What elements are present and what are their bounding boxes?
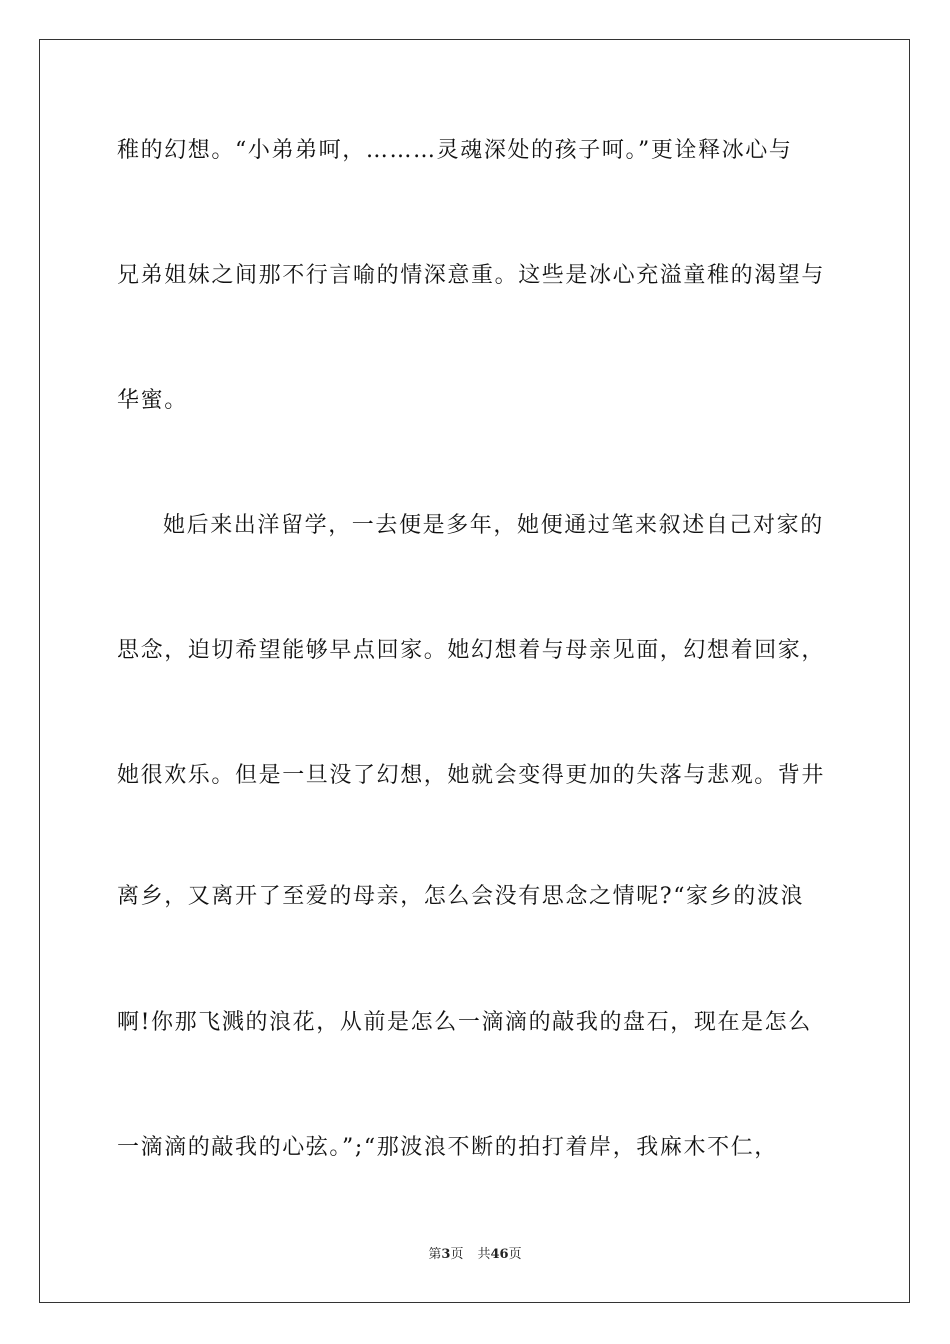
footer-total-suffix: 页 — [508, 1247, 522, 1262]
footer-total-prefix: 共 — [477, 1247, 491, 1262]
body-line-4: 她后来出洋留学，一去便是多年，她便通过笔来叙述自己对家的 — [163, 513, 824, 538]
page-footer — [0, 1246, 950, 1264]
footer-page-prefix: 第 — [428, 1247, 442, 1262]
footer-page-number: 3 — [441, 1247, 451, 1262]
footer-total-pages: 46 — [490, 1247, 509, 1262]
body-line-9: 一滴滴的敲我的心弦。”;“那波浪不断的拍打着岸，我麻木不仁， — [117, 1135, 778, 1160]
body-line-6: 她很欢乐。但是一旦没了幻想，她就会变得更加的失落与悲观。背井 — [117, 763, 826, 788]
body-line-8: 啊!你那飞溅的浪花，从前是怎么一滴滴的敲我的盘石，现在是怎么 — [117, 1010, 812, 1035]
footer-page-suffix: 页 — [450, 1247, 464, 1262]
body-line-5: 思念，迫切希望能够早点回家。她幻想着与母亲见面，幻想着回家， — [117, 638, 826, 663]
page-frame — [39, 39, 910, 1303]
body-line-3: 华蜜。 — [117, 388, 188, 413]
body-line-2: 兄弟姐妹之间那不行言喻的情深意重。这些是冰心充溢童稚的渴望与 — [117, 263, 826, 288]
body-line-7: 离乡，又离开了至爱的母亲，怎么会没有思念之情呢?“家乡的波浪 — [117, 884, 805, 909]
body-line-1: 稚的幻想。“小弟弟呵，………灵魂深处的孩子呵。”更诠释冰心与 — [117, 138, 793, 163]
